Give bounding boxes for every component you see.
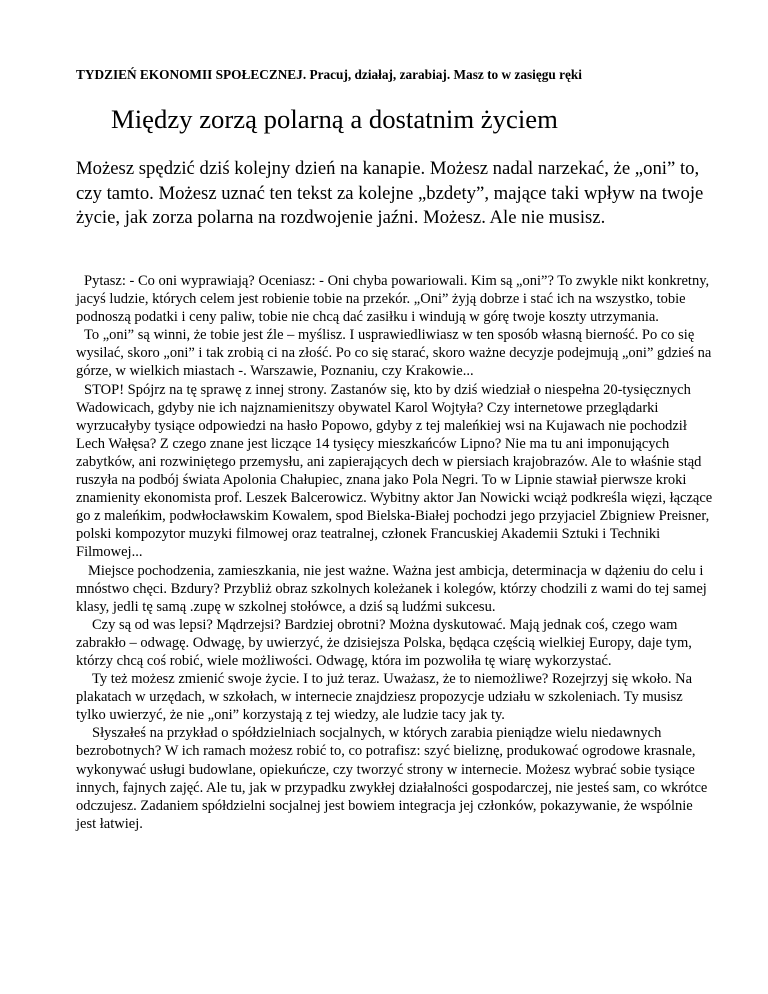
body-paragraph: To „oni” są winni, że tobie jest źle – myślisz. I usprawiedliwiasz w ten sposób własną bierność. Po co się wysilać, skoro „oni” i tak zrobią ci na złość. Po co się starać, skoro ważne decyzje podejmują „oni” gdzieś na górze, w wielkich miastach -. Warszawie, Poznaniu, czy Krakowie... <box>76 327 712 380</box>
body-paragraph: Pytasz: - Co oni wyprawiają? Oceniasz: - Oni chyba powariowali. Kim są „oni”? To zwykle nikt konkretny, jacyś ludzie, których celem jest robienie tobie na przekór. „Oni” żyją dobrze i stać ich na wszystko, tobie podnoszą podatki i ceny paliw, tobie nie chcą dać zasiłku i windują w górę twoje koszty utrzymania. <box>76 273 710 326</box>
article-kicker: TYDZIEŃ EKONOMII SPOŁECZNEJ. Pracuj, działaj, zarabiaj. Masz to w zasięgu ręki <box>76 67 583 82</box>
article-body <box>76 272 716 833</box>
body-paragraph: Ty też możesz zmienić swoje życie. I to już teraz. Uważasz, że to niemożliwe? Rozejrzyj się wkoło. Na plakatach w urzędach, w szkołach, w internecie znajdziesz propozycje udziału w szkoleniach. Ty musisz tylko uwierzyć, że nie „oni” korzystają z tej wiedzy, ale ludzie tacy jak ty. <box>76 671 693 724</box>
body-paragraph: STOP! Spójrz na tę sprawę z innej strony. Zastanów się, kto by dziś wiedział o niespełna 20-tysięcznych Wadowicach, gdyby nie ich najznamienitszy obywatel Karol Wojtyła? Czy internetowe przeglądarki wyrzucałyby tysiące odpowiedzi na hasło Popowo, gdyby z tej maleńkiej wsi na Kujawach nie pochodził Lech Wałęsa? Z czego znane jest liczące 14 tysięcy mieszkańców Lipno? Nie ma tu ani imponujących zabytków, ani rozwiniętego przemysłu, ani zapierających dech w piersiach krajobrazów. Ale to właśnie stąd ruszyła na podbój świata Apolonia Chałupiec, znana jako Pola Negri. To w Lipnie stawiał pierwsze kroki znamienity ekonomista prof. Leszek Balcerowicz. Wybitny aktor Jan Nowicki wciąż podkreśla więzi, łączące go z maleńkim, podwłocławskim Kowalem, spod Bielska-Białej pochodzi jego przyjaciel Zbigniew Preisner, polski kompozytor muzyki filmowej oraz teatralnej, członek Francuskiej Akademii Sztuki i Techniki Filmowej... <box>76 381 713 561</box>
body-paragraph: Miejsce pochodzenia, zamieszkania, nie jest ważne. Ważna jest ambicja, determinacja w dążeniu do celu i mnóstwo chęci. Bzdury? Przybliż obraz szkolnych koleżanek i kolegów, którzy chodzili z wami do tej samej klasy, jedli tę samą .zupę w szkolnej stołówce, a dziś są ludźmi sukcesu. <box>76 562 707 615</box>
body-paragraph: Słyszałeś na przykład o spółdzielniach socjalnych, w których zarabia pieniądze wielu niedawnych bezrobotnych? W ich ramach możesz robić to, co potrafisz: szyć bieliznę, produkować ogrodowe krasnale, wykonywać usługi budowlane, opiekuńcze, czy tworzyć strony w internecie. Możesz wybrać sobie tysiące innych, fajnych zajęć. Ale tu, jak w przypadku zwykłej działalności gospodarczej, nie jesteś sam, co wkrótce odczujesz. Zadaniem spółdzielni socjalnej jest bowiem integracja jej członków, pokazywanie, że wspólnie jest łatwiej. <box>76 725 708 832</box>
body-paragraph: Czy są od was lepsi? Mądrzejsi? Bardziej obrotni? Można dyskutować. Mają jednak coś, czego wam zabrakło – odwagę. Odwagę, by uwierzyć, że dzisiejsza Polska, będąca częścią wielkiej Europy, daje tym, którzy chcą coś robić, wiele możliwości. Odwagę, która im pozwoliła tę wiarę wykorzystać. <box>76 616 692 669</box>
article-headline: Między zorzą polarną a dostatnim życiem <box>111 104 558 134</box>
article-lead: Możesz spędzić dziś kolejny dzień na kanapie. Możesz nadal narzekać, że „oni” to, czy tamto. Możesz uznać ten tekst za kolejne „bzdety”, mające taki wpływ na twoje życie, jak zorza polarna na rozdwojenie jaźni. Możesz. Ale nie musisz. <box>76 158 704 228</box>
